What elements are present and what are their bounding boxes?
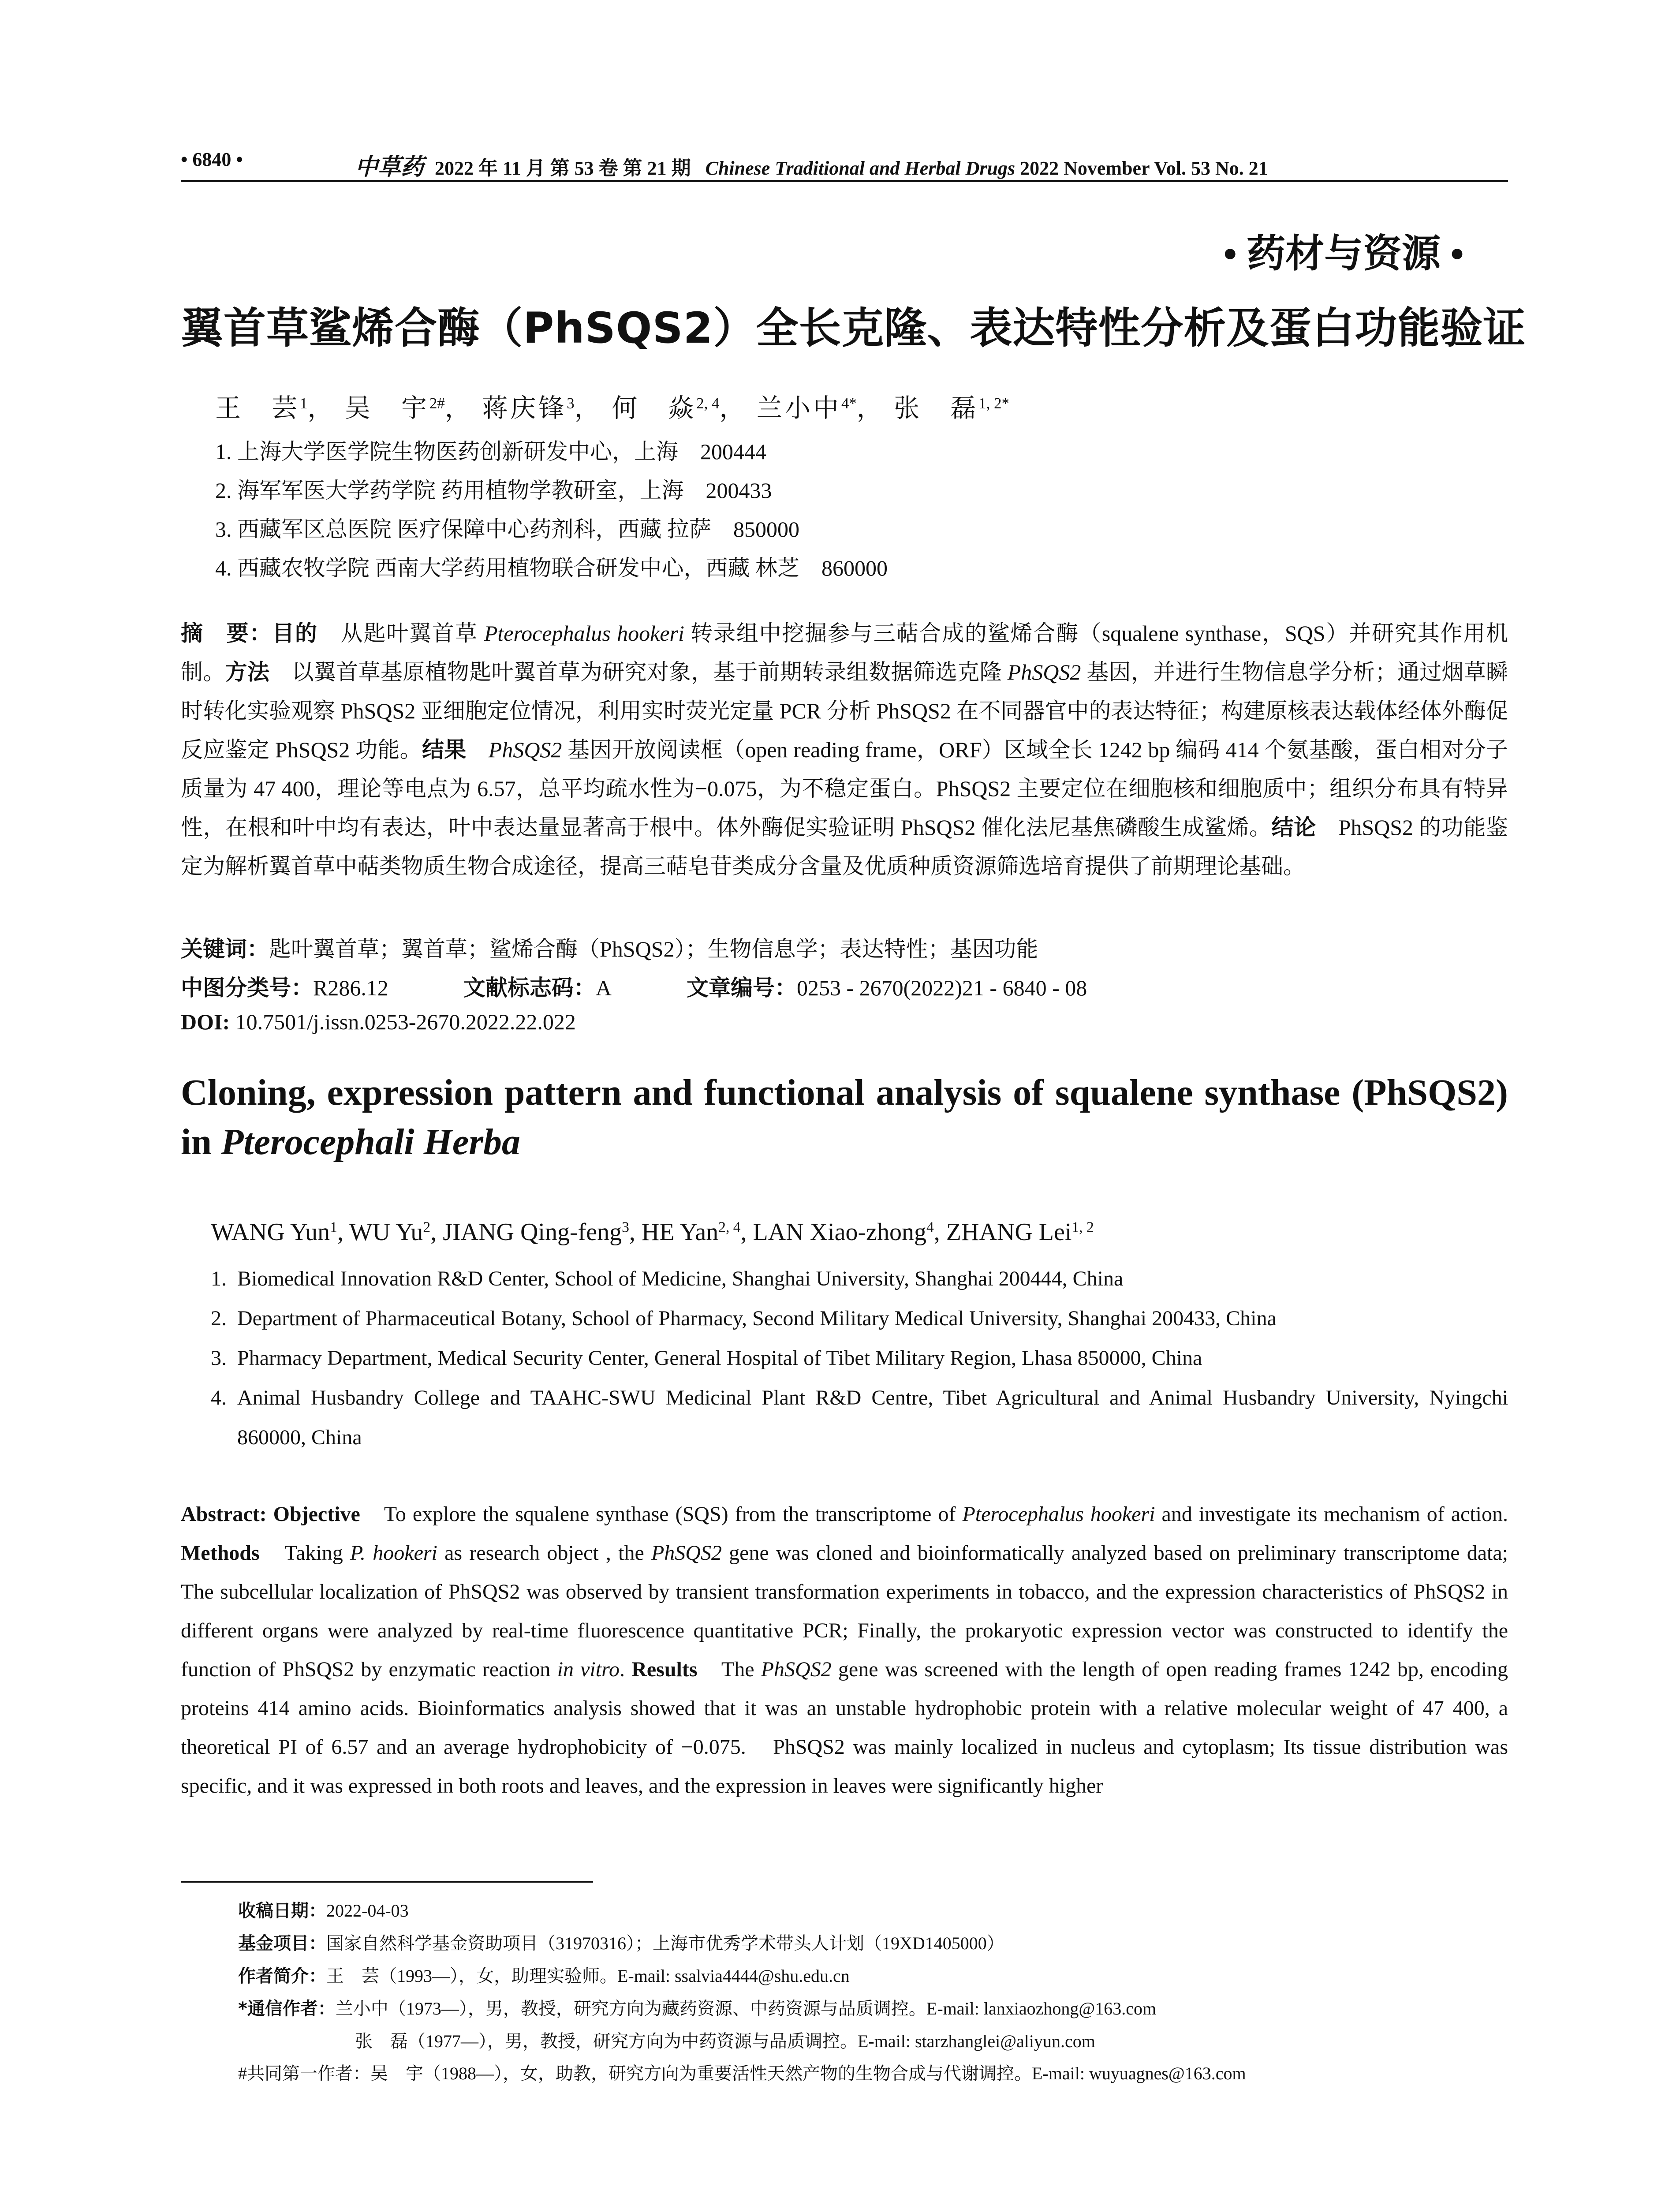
footnote-text: #共同第一作者：吴 宇（1988—），女，助教，研究方向为重要活性天然产物的生物合成与代谢调控。E-mail: wuyuagnes@163.com: [238, 2063, 1246, 2083]
footnote-corresponding: [238, 1992, 1508, 2025]
footnote-corresponding-2: [238, 2025, 1508, 2057]
species-name: P. hookeri: [350, 1541, 437, 1565]
abstract-cn-label: 摘 要：: [181, 620, 273, 646]
keywords: [181, 931, 1038, 963]
footnote-text: 国家自然科学基金资助项目（31970316）；上海市优秀学术带头人计划（19XD1405000）: [326, 1933, 1004, 1953]
title-en-main: Cloning, expression pattern and functional analysis of squalene synthase (PhSQS2) in: [181, 1072, 1508, 1162]
methods-label: Methods: [181, 1541, 260, 1565]
author-cn: 蒋庆锋: [482, 394, 567, 422]
author-sup: 2, 4: [718, 1219, 741, 1236]
footnote-divider: [181, 1881, 593, 1883]
title-en: [181, 1068, 1508, 1167]
doi-label: DOI:: [181, 1009, 230, 1034]
page-number: • 6840 •: [181, 149, 243, 170]
gene-name: PhSQS2: [488, 737, 562, 762]
abstract-cn: [181, 614, 1508, 886]
gene-name: PhSQS2: [1007, 660, 1081, 684]
keywords-text: 匙叶翼首草；翼首草；鲨烯合酶（PhSQS2）；生物信息学；表达特性；基因功能: [269, 937, 1038, 961]
footnotes: [238, 1895, 1508, 2089]
author-sup: 1: [330, 1219, 337, 1236]
footnote-text: 王 芸（1993—），女，助理实验师。E-mail: ssalvia4444@shu.edu.cn: [326, 1966, 850, 1986]
footnote-label: *通信作者：: [238, 1999, 336, 2019]
affiliation-text: Biomedical Innovation R&D Center, School of Medicine, Shanghai University, Shanghai 200444, China: [237, 1267, 1124, 1290]
affiliation-number: 2.: [211, 1307, 227, 1330]
results-label: 结果: [422, 737, 467, 762]
affiliation-cn: 1. 上海大学医学院生物医药创新研发中心，上海 200444: [215, 439, 766, 464]
classification: [181, 970, 1087, 1002]
footnote-label: 作者简介：: [238, 1966, 326, 1986]
author-sup: 1, 2*: [978, 394, 1009, 412]
affiliations-cn: [215, 432, 888, 587]
footnote-text: 2022-04-03: [326, 1901, 409, 1921]
journal-cn-brand: 中草药: [355, 155, 424, 180]
section-label: • 药材与资源 •: [1223, 233, 1464, 276]
affiliation-cn: 3. 西藏军区总医院 医疗保障中心药剂科，西藏 拉萨 850000: [215, 517, 799, 542]
footnote-fund: [238, 1927, 1508, 1960]
objective-label: 目的: [272, 620, 318, 646]
abstract-cn-text: 以翼首草基原植物匙叶翼首草为研究对象，基于前期转录组数据筛选克隆: [269, 660, 1008, 684]
journal-en-issue: 2022 November Vol. 53 No. 21: [1020, 157, 1268, 179]
author-en: WU Yu: [349, 1218, 423, 1246]
author-sup: 1: [300, 394, 308, 412]
author-sup: 1, 2: [1071, 1219, 1094, 1236]
affiliations-en: [211, 1259, 1508, 1458]
footnote-text: 张 磊（1977—），男，教授，研究方向为中药资源与品质调控。E-mail: starzhanglei@aliyun.com: [355, 2031, 1095, 2051]
clc-label: 中图分类号：: [181, 975, 313, 1001]
abstract-en: [181, 1495, 1530, 1805]
author-sup: 4: [926, 1219, 934, 1236]
running-header: [181, 140, 1508, 182]
clc-value: R286.12: [313, 975, 388, 1000]
affiliation-text: Department of Pharmaceutical Botany, School of Pharmacy, Second Military Medical University, Shanghai 200433, China: [237, 1307, 1277, 1330]
affiliation-en: [211, 1338, 1508, 1378]
abstract-cn-text: 转录组中挖掘参与三萜合成的鲨烯合酶（squalene synthase，SQS）并研究其作用机制。: [181, 621, 1508, 684]
results-label: Results: [631, 1658, 698, 1681]
abstract-en-text: To explore the squalene synthase (SQS) from the transcriptome of: [360, 1502, 963, 1526]
species-name: Pterocephalus hookeri: [484, 621, 684, 646]
footnote-cofirst: [238, 2057, 1508, 2089]
affiliation-en: [211, 1259, 1508, 1299]
author-sup: 2: [423, 1219, 431, 1236]
in-vitro: in vitro: [557, 1658, 620, 1681]
doc-code-value: A: [595, 975, 612, 1000]
author-en: WANG Yun: [211, 1218, 330, 1246]
journal-cn-issue: 2022 年 11 月 第 53 卷 第 21 期: [435, 157, 691, 179]
authors-cn: 王 芸$^1$， 吴 宇$^{2\#}$， 蒋庆锋$^3$， 何 焱$^{2, 4}$， 兰小中$^{4*}$， 张 磊$^{1, 2*}$: [215, 394, 1009, 422]
affiliation-cn: 4. 西藏农牧学院 西南大学药用植物联合研发中心，西藏 林芝 860000: [215, 556, 888, 580]
author-en: HE Yan: [641, 1218, 719, 1246]
journal-en-name: Chinese Traditional and Herbal Drugs: [705, 157, 1015, 179]
abstract-cn-text: 基因开放阅读框（open reading frame，ORF）区域全长 1242 bp 编码 414 个氨基酸，蛋白相对分子质量为 47 400，理论等电点为 6.57，总平均疏水性为−0.075，为不稳定蛋白。PhSQS2 主要定位在细胞核和细胞质中；组织分布具有特异性，在根和叶中均有表达，叶中表达量显著高于根中。体外酶促实验证明 PhSQS2 催化法尼基焦磷酸生成鲨烯。: [181, 737, 1508, 840]
author-cn: 兰小中: [756, 394, 841, 422]
abstract-en-text: gene was cloned and bioinformatically analyzed based on preliminary transcriptome data; The subcellular localization of PhSQS2 was observed by transient transformation experiments in tobacco, and the expression characteristics of PhSQS2 in different organs were analyzed by real-time fluorescence quantitative PCR; Finally, the prokaryotic expression vector was constructed to identify the function of PhSQS2 by enzymatic reaction: [181, 1541, 1530, 1681]
journal-info: [355, 148, 1268, 181]
keywords-label: 关键词：: [181, 936, 269, 962]
footnote-author-bio: [238, 1960, 1508, 1992]
abstract-en-text: gene was screened with the length of open reading frames 1242 bp, encoding proteins 414 amino acids. Bioinformatics analysis showed that it was an unstable hydrophobic protein with a relative molecular weight of 47 400, a theoretical PI of 6.57 and an average hydrophobicity of −0.075. PhSQS2 was mainly localized in nucleus and cytoplasm; Its tissue distribution was specific, and it was expressed in both roots and leaves, and the expression in leaves were significantly higher: [181, 1658, 1508, 1798]
abstract-cn-text: 从匙叶翼首草: [317, 621, 484, 646]
abstract-en-text: as research object , the: [437, 1541, 651, 1565]
abstract-en-text: and investigate its mechanism of action.: [1155, 1502, 1508, 1526]
author-sup: 4*: [841, 394, 857, 412]
abstract-en-label: Abstract: Objective: [181, 1502, 360, 1526]
doi-value[interactable]: 10.7501/j.issn.0253-2670.2022.22.022: [235, 1009, 576, 1034]
author-en: JIANG Qing-feng: [443, 1218, 622, 1246]
footnote-label: 基金项目：: [238, 1933, 326, 1954]
footnote-received: [238, 1895, 1508, 1927]
footnote-label: 收稿日期：: [238, 1901, 326, 1921]
species-name: Pterocephalus hookeri: [962, 1502, 1155, 1526]
abstract-cn-text: PhSQS2 的功能鉴定为解析翼首草中萜类物质生物合成途径，提高三萜皂苷类成分含量及优质种质资源筛选培育提供了前期理论基础。: [181, 815, 1508, 878]
abstract-en-text: The: [697, 1658, 761, 1681]
authors-en: WANG Yun$^1$, WU Yu$^2$, JIANG Qing-feng$^3$, HE Yan$^{2, 4}$, LAN Xiao-zhong$^4$, ZHANG Lei$^{1, 2}$: [211, 1218, 1094, 1246]
footnote-text: 兰小中（1973—），男，教授，研究方向为藏药资源、中药资源与品质调控。E-mail: lanxiaozhong@163.com: [335, 1999, 1157, 2018]
author-en: LAN Xiao-zhong: [753, 1218, 926, 1246]
doi: [181, 1009, 576, 1035]
affiliation-number: 4.: [211, 1386, 227, 1409]
abstract-en-text: .: [620, 1658, 632, 1681]
article-no-label: 文章编号：: [686, 975, 797, 1001]
author-sup: 2#: [429, 394, 445, 412]
author-cn: 吴 宇: [344, 394, 429, 422]
author-en: ZHANG Lei: [946, 1218, 1072, 1246]
article-no-value: 0253 - 2670(2022)21 - 6840 - 08: [796, 975, 1087, 1000]
abstract-cn-text: 基因，并进行生物信息学分析；通过烟草瞬时转化实验观察 PhSQS2 亚细胞定位情况，利用实时荧光定量 PCR 分析 PhSQS2 在不同器官中的表达特征；构建原核表达载体经体外酶促反应鉴定 PhSQS2 功能。: [181, 660, 1508, 762]
conclusion-label: 结论: [1271, 815, 1316, 840]
affiliation-en: [211, 1378, 1508, 1458]
doc-code-label: 文献标志码：: [463, 975, 596, 1001]
methods-label: 方法: [225, 659, 270, 685]
gene-name: PhSQS2: [761, 1658, 832, 1681]
affiliation-number: 1.: [211, 1267, 227, 1290]
author-sup: 2, 4: [696, 394, 720, 412]
author-cn: 张 磊: [894, 394, 979, 422]
affiliation-cn: 2. 海军军医大学药学院 药用植物学教研室，上海 200433: [215, 478, 772, 503]
title-en-species: Pterocephali Herba: [221, 1121, 520, 1162]
author-sup: 3: [567, 394, 575, 412]
author-cn: 王 芸: [215, 394, 300, 422]
abstract-en-text: Taking: [259, 1541, 350, 1565]
affiliation-text: Animal Husbandry College and TAAHC-SWU Medicinal Plant R&D Centre, Tibet Agricultural and Animal Husbandry University, Nyingchi 860000, China: [237, 1386, 1508, 1449]
author-cn: 何 焱: [612, 394, 697, 422]
author-sup: 3: [622, 1219, 629, 1236]
affiliation-number: 3.: [211, 1346, 227, 1370]
title-cn: 翼首草鲨烯合酶（PhSQS2）全长克隆、表达特性分析及蛋白功能验证: [181, 303, 1526, 353]
gene-name: PhSQS2: [651, 1541, 722, 1565]
affiliation-en: [211, 1299, 1508, 1338]
affiliation-text: Pharmacy Department, Medical Security Center, General Hospital of Tibet Military Region, Lhasa 850000, China: [237, 1346, 1202, 1370]
